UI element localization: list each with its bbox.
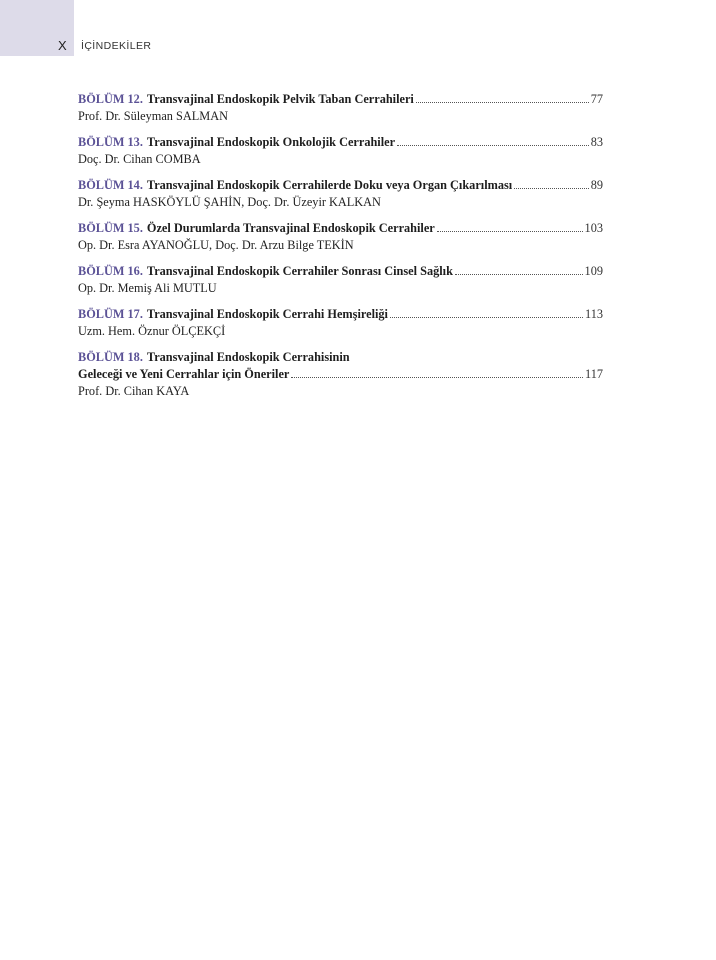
toc-entry: [78, 349, 603, 400]
table-of-contents: [78, 91, 603, 409]
toc-entry-line[interactable]: [78, 134, 603, 151]
chapter-title: Transvajinal Endoskopik Cerrahi Hemşireliği: [146, 307, 388, 321]
page-ref: 117: [585, 367, 603, 381]
dot-leader: [455, 274, 583, 275]
page-number: X: [58, 38, 68, 53]
chapter-title: Özel Durumlarda Transvajinal Endoskopik Cerrahiler: [146, 221, 435, 235]
page-ref: 113: [585, 307, 603, 321]
toc-entry: [78, 177, 603, 211]
page-ref: 83: [590, 135, 603, 149]
toc-entry: [78, 91, 603, 125]
toc-entry: [78, 220, 603, 254]
toc-entry-line[interactable]: [78, 220, 603, 237]
chapter-number: BÖLÜM 13.: [78, 135, 143, 149]
chapter-number: BÖLÜM 12.: [78, 92, 143, 106]
chapter-title: Transvajinal Endoskopik Onkolojik Cerrahiler: [146, 135, 396, 149]
chapter-title: Transvajinal Endoskopik Cerrahilerde Doku veya Organ Çıkarılması: [146, 178, 513, 192]
page-ref: 89: [590, 178, 603, 192]
toc-entry-line[interactable]: [78, 349, 603, 366]
chapter-number: BÖLÜM 16.: [78, 264, 143, 278]
toc-entry-line[interactable]: [78, 366, 603, 383]
toc-entry-line[interactable]: [78, 263, 603, 280]
chapter-title: Transvajinal Endoskopik Cerrahiler Sonrası Cinsel Sağlık: [146, 264, 453, 278]
chapter-title: Transvajinal Endoskopik Pelvik Taban Cerrahileri: [146, 92, 414, 106]
dot-leader: [416, 102, 589, 103]
dot-leader: [514, 188, 588, 189]
page-ref: 77: [590, 92, 603, 106]
chapter-authors: Uzm. Hem. Öznur ÖLÇEKÇİ: [78, 324, 226, 338]
dot-leader: [291, 377, 583, 378]
chapter-title-continued: Geleceği ve Yeni Cerrahlar için Öneriler: [78, 367, 290, 381]
running-header: İÇİNDEKİLER: [81, 40, 152, 52]
chapter-title: Transvajinal Endoskopik Cerrahisinin: [146, 350, 350, 364]
chapter-number: BÖLÜM 15.: [78, 221, 143, 235]
page-ref: 109: [584, 264, 603, 278]
dot-leader: [390, 317, 583, 318]
toc-entry-line[interactable]: [78, 306, 603, 323]
toc-entry-line[interactable]: [78, 177, 603, 194]
chapter-number: BÖLÜM 14.: [78, 178, 143, 192]
toc-entry: [78, 263, 603, 297]
chapter-authors: Doç. Dr. Cihan COMBA: [78, 152, 201, 166]
dot-leader: [397, 145, 589, 146]
chapter-authors: Prof. Dr. Süleyman SALMAN: [78, 109, 228, 123]
toc-entry: [78, 134, 603, 168]
chapter-authors: Prof. Dr. Cihan KAYA: [78, 384, 190, 398]
page-ref: 103: [584, 221, 603, 235]
chapter-authors: Op. Dr. Memiş Ali MUTLU: [78, 281, 217, 295]
dot-leader: [437, 231, 583, 232]
chapter-authors: Op. Dr. Esra AYANOĞLU, Doç. Dr. Arzu Bilge TEKİN: [78, 238, 354, 252]
chapter-number: BÖLÜM 18.: [78, 350, 143, 364]
chapter-authors: Dr. Şeyma HASKÖYLÜ ŞAHİN, Doç. Dr. Üzeyir KALKAN: [78, 195, 381, 209]
toc-entry-line[interactable]: [78, 91, 603, 108]
toc-entry: [78, 306, 603, 340]
chapter-number: BÖLÜM 17.: [78, 307, 143, 321]
